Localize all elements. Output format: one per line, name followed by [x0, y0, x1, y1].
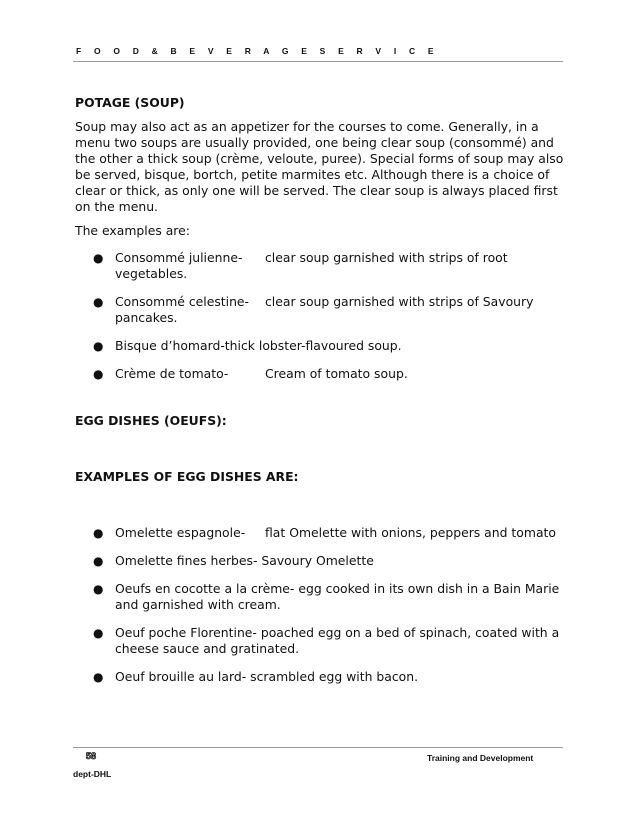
- dish-name: Crème de tomato-: [115, 366, 229, 381]
- dish-description: egg cooked in its own dish in a Bain Marie and garnished with cream.: [115, 581, 560, 612]
- footer-dept: dept-DHL: [73, 769, 112, 779]
- dish-description: clear soup garnished with strips of Savoury pancakes.: [115, 294, 534, 325]
- bullet-icon: ●: [93, 251, 104, 265]
- bullet-icon: ●: [93, 626, 104, 640]
- footer-title: Training and Development: [427, 753, 534, 763]
- dish-name: Omelette espagnole-: [115, 525, 246, 540]
- footer-divider: [73, 747, 563, 748]
- list-item: [75, 294, 567, 326]
- bullet-icon: ●: [93, 295, 104, 309]
- bullet-icon: ●: [93, 554, 104, 568]
- dish-name: Consommé celestine-: [115, 294, 250, 309]
- header-divider: [73, 61, 563, 62]
- dish-description: Savoury Omelette: [257, 553, 374, 568]
- dish-description: clear soup garnished with strips of root vegetables.: [115, 250, 508, 281]
- dish-description: Cream of tomato soup.: [265, 366, 408, 381]
- dish-name: Oeuf poche Florentine-: [115, 625, 257, 640]
- list-item: [75, 553, 567, 569]
- egg-examples-list: [75, 525, 567, 685]
- page-number: 58: [86, 751, 97, 761]
- list-item: [75, 338, 567, 354]
- list-item: [75, 669, 567, 685]
- dish-name: Oeufs en cocotte a la crème-: [115, 581, 295, 596]
- dish-description: poached egg on a bed of spinach, coated with a cheese sauce and gratinated.: [115, 625, 560, 656]
- egg-heading: EGG DISHES (OEUFS):: [75, 413, 227, 428]
- dish-description: scrambled egg with bacon.: [246, 669, 419, 684]
- list-item: [75, 525, 567, 541]
- bullet-icon: ●: [93, 367, 104, 381]
- bullet-icon: ●: [93, 339, 104, 353]
- bullet-icon: ●: [93, 670, 104, 684]
- bullet-icon: ●: [93, 582, 104, 596]
- egg-examples-heading: EXAMPLES OF EGG DISHES ARE:: [75, 469, 299, 484]
- dish-name: Omelette fines herbes-: [115, 553, 258, 568]
- page-body: [75, 95, 567, 697]
- running-header: F O O D & B E V E R A G E S E R V I C E: [76, 46, 439, 56]
- dish-name: Bisque d’homard-thick: [115, 338, 255, 353]
- list-item: [75, 581, 567, 613]
- dish-description: lobster-flavoured soup.: [254, 338, 402, 353]
- bullet-icon: ●: [93, 526, 104, 540]
- dish-name: Consommé julienne-: [115, 250, 243, 265]
- list-item: [75, 366, 567, 382]
- soup-heading: POTAGE (SOUP): [75, 95, 185, 110]
- list-item: [75, 625, 567, 657]
- dish-description: flat Omelette with onions, peppers and tomato: [265, 525, 556, 540]
- soup-paragraph: Soup may also act as an appetizer for the courses to come. Generally, in a menu two soups are usually provided, one being clear soup (consommé) and the other a thick soup (crème, veloute, puree). Special forms of soup may also be served, bisque, bortch, petite marmites etc. Although there is a choice of clear or thick, as only one will be served. The clear soup is always placed first on the menu.: [75, 119, 564, 214]
- soup-examples-list: [75, 250, 567, 382]
- dish-name: Oeuf brouille au lard-: [115, 669, 247, 684]
- list-item: [75, 250, 567, 282]
- soup-examples-label: The examples are:: [75, 223, 190, 238]
